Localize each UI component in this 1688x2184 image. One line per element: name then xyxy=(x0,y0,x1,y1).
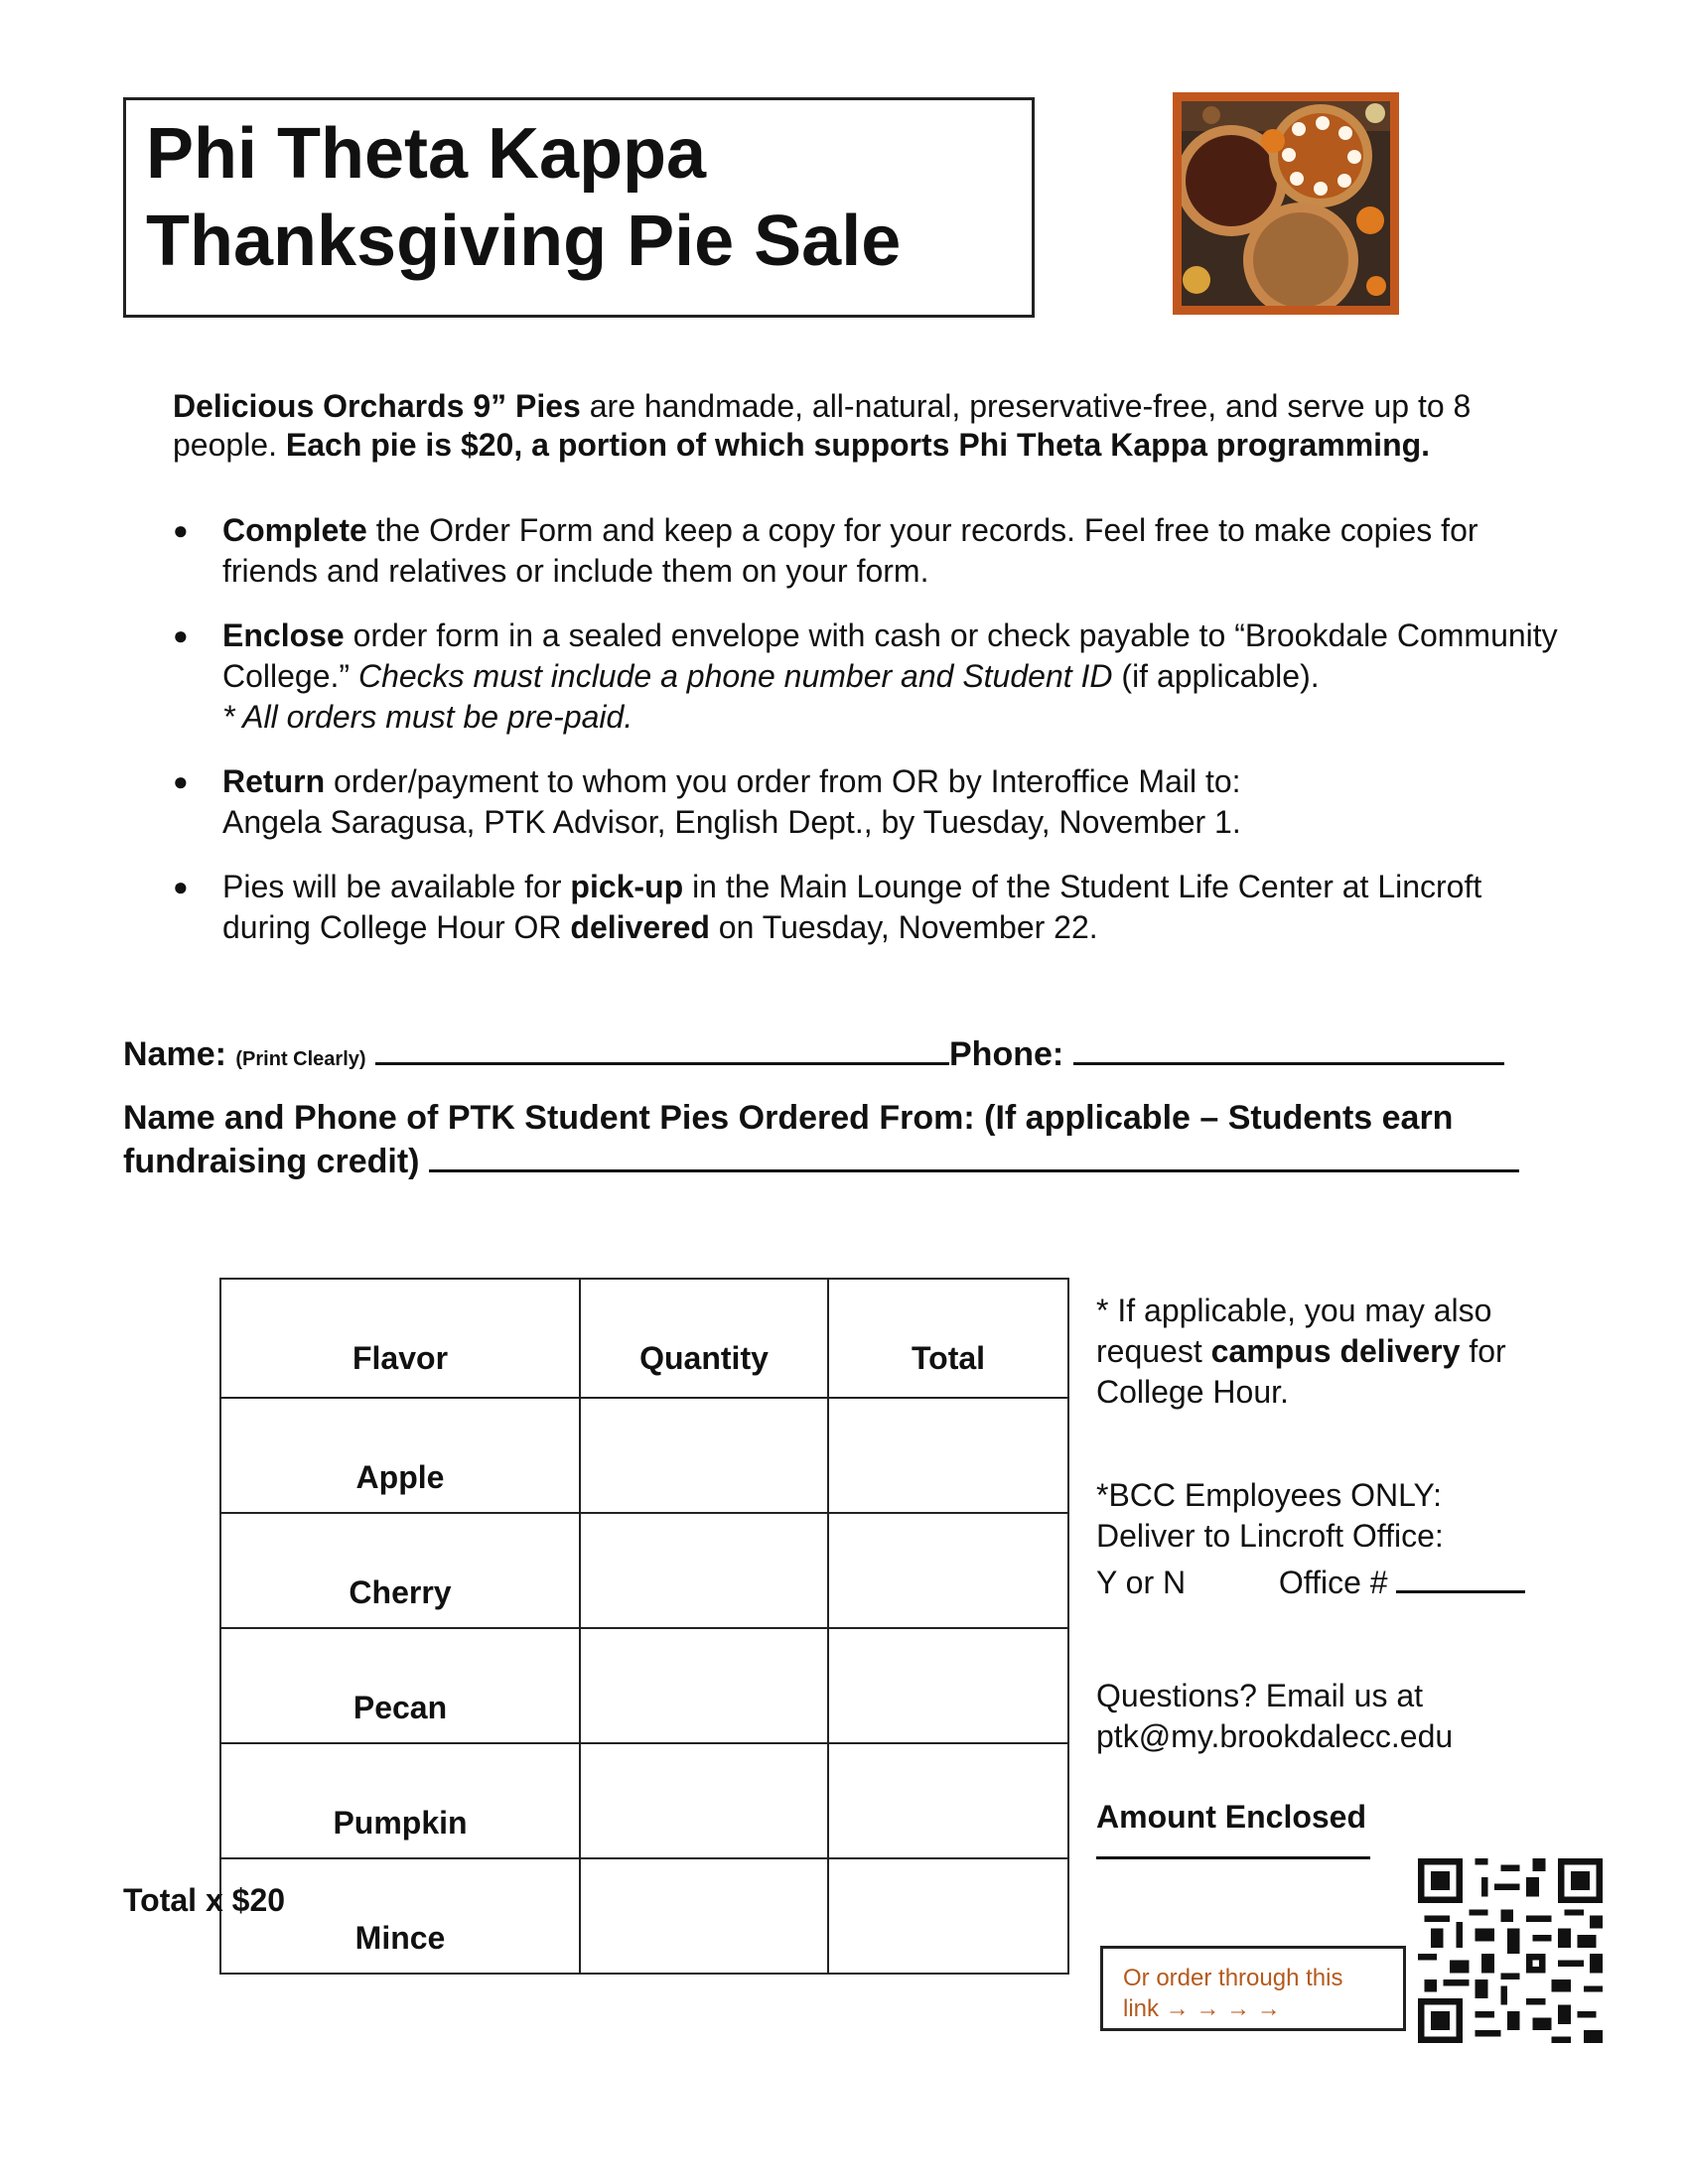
bullet-text: (if applicable). xyxy=(1112,658,1320,694)
contact-email[interactable]: ptk@my.brookdalecc.edu xyxy=(1096,1718,1454,1754)
bullet-text: order/payment to whom you order from OR by Interoffice Mail to: xyxy=(325,763,1241,799)
delivery-note xyxy=(1096,1291,1553,1413)
student-line-1: Name and Phone of PTK Student Pies Ordered From: (If applicable – Students earn xyxy=(123,1099,1454,1137)
bullet-icon: ● xyxy=(173,872,189,901)
phone-field[interactable] xyxy=(1073,1032,1504,1065)
name-field[interactable] xyxy=(375,1032,949,1065)
bullet-keyword: Enclose xyxy=(222,617,345,653)
employees-line-1: *BCC Employees ONLY: xyxy=(1096,1477,1442,1513)
delivery-text: * If applicable, you may also request xyxy=(1096,1293,1492,1369)
table-row xyxy=(220,1628,1068,1743)
list-item xyxy=(173,510,1563,592)
phone-label: Phone: xyxy=(949,1035,1064,1073)
header-total: Total xyxy=(828,1279,1068,1398)
order-table xyxy=(219,1278,1069,1975)
bullet-keyword: Return xyxy=(222,763,326,799)
questions-line: Questions? Email us at xyxy=(1096,1678,1424,1713)
bullet-text: order form in a sealed envelope with cash or check payable to “Brookdale Community College.” xyxy=(222,617,1558,694)
table-row xyxy=(220,1398,1068,1513)
name-hint: (Print Clearly) xyxy=(235,1048,366,1070)
title-line-1: Phi Theta Kappa xyxy=(146,114,707,194)
instructions-list xyxy=(173,510,1563,972)
employees-line-2: Deliver to Lincroft Office: xyxy=(1096,1518,1444,1554)
table-row xyxy=(220,1743,1068,1858)
table-header-row xyxy=(220,1279,1068,1398)
student-label: fundraising credit) xyxy=(123,1143,420,1180)
qr-code-icon[interactable] xyxy=(1418,1858,1603,2043)
quantity-cell[interactable] xyxy=(580,1398,828,1513)
link-line-2: link → → → → xyxy=(1123,1995,1281,2022)
flavor-cell: Pumpkin xyxy=(220,1743,580,1858)
flavor-cell: Pecan xyxy=(220,1628,580,1743)
intro-text: are handmade, all-natural, preservative-free, and serve up to 8 people. xyxy=(173,388,1472,463)
intro-bold-pies: Delicious Orchards 9” Pies xyxy=(173,388,581,424)
bullet-text: the Order Form and keep a copy for your records. Feel free to make copies for friends and relatives or include them on your form. xyxy=(222,512,1478,589)
bullet-italic: * All orders must be pre-paid. xyxy=(222,699,633,735)
title-box xyxy=(123,97,1035,318)
quantity-cell[interactable] xyxy=(580,1513,828,1628)
total-cell[interactable] xyxy=(828,1398,1068,1513)
bullet-icon: ● xyxy=(173,620,189,650)
quantity-cell[interactable] xyxy=(580,1858,828,1974)
office-label: Office # xyxy=(1278,1565,1388,1600)
bullet-italic: Checks must include a phone number and Student ID xyxy=(357,658,1113,694)
intro-paragraph xyxy=(173,387,1563,465)
list-item xyxy=(173,761,1563,843)
header-flavor: Flavor xyxy=(220,1279,580,1398)
list-item xyxy=(173,615,1563,738)
bullet-text: Angela Saragusa, PTK Advisor, English Dept., by Tuesday, November 1. xyxy=(222,804,1241,840)
bullet-text: in the Main Lounge of the Student Life Center at Lincroft during College Hour OR xyxy=(222,869,1482,945)
bullet-icon: ● xyxy=(173,515,189,545)
bullet-text: on Tuesday, November 22. xyxy=(709,909,1098,945)
questions-note xyxy=(1096,1676,1553,1757)
table-row xyxy=(220,1513,1068,1628)
list-item xyxy=(173,867,1563,948)
student-field[interactable] xyxy=(429,1140,1519,1172)
delivery-text: for College Hour. xyxy=(1096,1333,1506,1410)
amount-enclosed-label: Amount Enclosed xyxy=(1096,1799,1367,1835)
student-row xyxy=(123,1140,1553,1183)
total-multiplier-label: Total x $20 xyxy=(123,1882,286,1918)
employees-note xyxy=(1096,1475,1553,1603)
pies-photo xyxy=(1173,92,1399,315)
flavor-cell: Cherry xyxy=(220,1513,580,1628)
total-cell[interactable] xyxy=(828,1513,1068,1628)
header-quantity: Quantity xyxy=(580,1279,828,1398)
total-cell[interactable] xyxy=(828,1628,1068,1743)
order-link-box[interactable] xyxy=(1100,1946,1406,2031)
bullet-icon: ● xyxy=(173,766,189,796)
link-line-1: Or order through this xyxy=(1123,1965,1343,1991)
bullet-keyword: pick-up xyxy=(570,869,684,904)
title-line-2: Thanksgiving Pie Sale xyxy=(146,202,902,281)
flavor-cell: Apple xyxy=(220,1398,580,1513)
flavor-cell: Mince xyxy=(220,1858,580,1974)
office-field[interactable] xyxy=(1396,1563,1525,1593)
quantity-cell[interactable] xyxy=(580,1628,828,1743)
total-cell[interactable] xyxy=(828,1858,1068,1974)
quantity-cell[interactable] xyxy=(580,1743,828,1858)
bullet-keyword: delivered xyxy=(570,909,710,945)
bullet-text: Pies will be available for xyxy=(222,869,571,904)
name-phone-row xyxy=(123,1032,1553,1081)
bullet-keyword: Complete xyxy=(222,512,367,548)
intro-bold-price: Each pie is $20, a portion of which supports Phi Theta Kappa programming. xyxy=(285,427,1431,463)
yn-label[interactable]: Y or N xyxy=(1096,1565,1187,1600)
table-row xyxy=(220,1858,1068,1974)
delivery-bold: campus delivery xyxy=(1210,1333,1461,1369)
total-cell[interactable] xyxy=(828,1743,1068,1858)
name-label: Name: xyxy=(123,1035,226,1073)
office-row xyxy=(1096,1563,1553,1603)
amount-enclosed-field[interactable] xyxy=(1096,1856,1370,1859)
